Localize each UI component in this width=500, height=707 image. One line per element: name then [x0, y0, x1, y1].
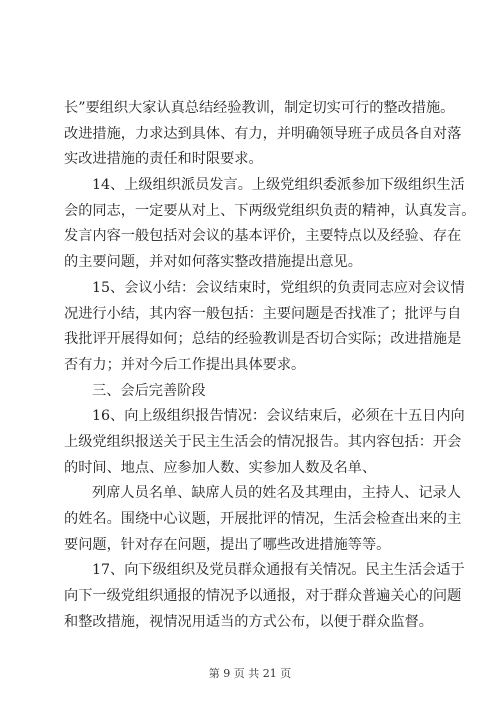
- text-line: 15、会议小结：会议结束时，党组织的负责同志应对会议情: [92, 279, 465, 296]
- text-line: 向下一级党组织通报的情况予以通报，对于群众普遍关心的问题: [64, 588, 462, 605]
- text-line: 上级党组织报送关于民主生活会的情况报告。其内容包括：开会: [64, 433, 462, 450]
- text-line: 况进行小结，其内容一般包括：主要问题是否找准了；批评与自: [64, 305, 462, 322]
- text-line: 实改进措施的责任和时限要求。: [64, 151, 263, 168]
- section-heading: 三、会后完善阶段: [92, 382, 206, 399]
- text-line: 17、向下级组织及党员群众通报有关情况。民主生活会适于: [92, 562, 465, 579]
- text-line: 发言内容一般包括对会议的基本评价，主要特点以及经验、存在: [64, 228, 462, 245]
- text-line: 的时间、地点、应参加人数、实参加人数及名单、: [64, 459, 377, 476]
- page-number-footer: 第 9 页 共 21 页: [208, 667, 292, 680]
- document-body: [64, 96, 476, 635]
- text-line: 16、向上级组织报告情况：会议结束后，必须在十五日内向: [92, 408, 465, 425]
- text-line: 要问题，针对存在问题，提出了哪些改进措施等等。: [64, 536, 391, 553]
- text-line: 列席人员名单、缺席人员的姓名及其理由，主持人、记录人: [92, 485, 461, 502]
- text-line: 的主要问题，并对如何落实整改措施提出意见。: [64, 254, 362, 271]
- text-line: 会的同志，一定要从对上、下两级党组织负责的精神，认真发言。: [64, 202, 476, 219]
- text-line: 的姓名。围绕中心议题，开展批评的情况，生活会检查出来的主: [64, 511, 462, 527]
- text-line: 否有力；并对今后工作提出具体要求。: [64, 356, 306, 373]
- text-line: 我批评开展得如何；总结的经验教训是否切合实际；改进措施是: [64, 331, 462, 348]
- text-line: 改进措施，力求达到具体、有力，并明确领导班子成员各自对落: [64, 125, 462, 142]
- text-line: 和整改措施，视情况用适当的方式公布，以便于群众监督。: [64, 613, 433, 630]
- text-line: 14、上级组织派员发言。上级党组织委派参加下级组织生活: [92, 177, 465, 194]
- text-line: 长”要组织大家认真总结经验教训，制定切实可行的整改措施。: [64, 100, 455, 116]
